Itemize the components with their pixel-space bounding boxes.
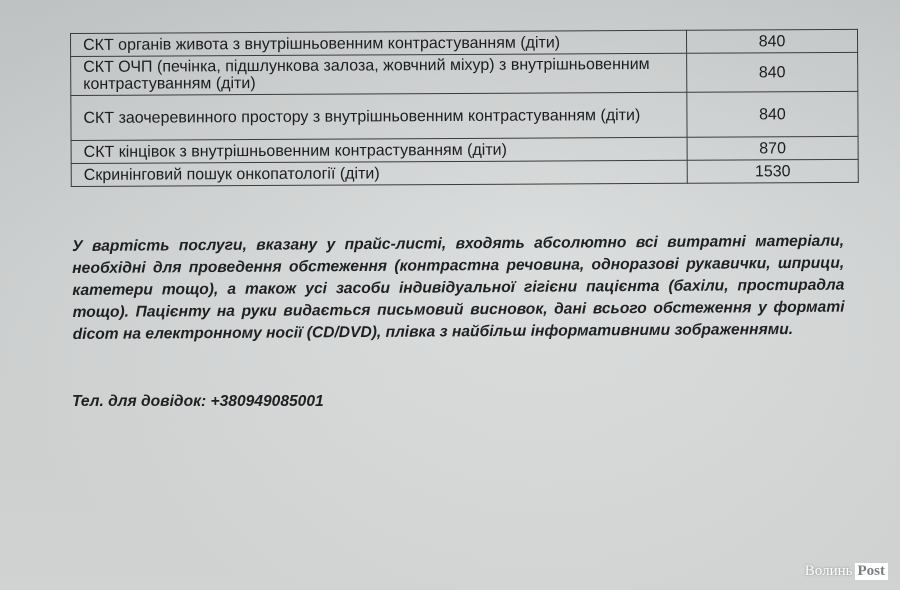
service-price: 840 (687, 91, 858, 137)
table-row (71, 52, 858, 95)
service-name: СКТ ОЧП (печінка, підшлункова залоза, жовчний міхур) з внутрішньовенним контрастуванням (діти) (71, 53, 687, 95)
contact-phone: Тел. для довідок: +380949085001 (72, 393, 324, 410)
table-row (71, 159, 858, 186)
service-name: СКТ заочеревинного простору з внутрішньовенним контрастуванням (діти) (71, 92, 687, 140)
watermark-text: Волинь (804, 563, 853, 579)
service-price: 840 (687, 52, 858, 92)
watermark-logo (805, 563, 888, 580)
service-name: СКТ органів живота з внутрішньовенним контрастуванням (діти) (71, 30, 687, 56)
price-table (70, 29, 859, 187)
watermark-post-badge: Post (855, 563, 889, 580)
service-price: 870 (687, 136, 858, 160)
service-name: СКТ кінцівок з внутрішньовенним контрастуванням (діти) (71, 137, 687, 163)
table-row (71, 91, 858, 140)
service-price: 1530 (687, 159, 858, 183)
service-name: Скринінговий пошук онкопатології (діти) (71, 160, 687, 186)
service-price: 840 (686, 29, 857, 53)
pricing-note: У вартість послуги, вказану у прайс-листі, входять абсолютно всі витратні матеріали, необхідні для проведення обстеження (контрастна речовина, одноразові рукавички, шприци, катетери тощо), а також усі засоби індивідуальної гігієни пацієнта (бахіли, простирадла тощо). Пацієнту на руки видається письмовий висновок, дані всього обстеження у форматі dicom на електронному носії (CD/DVD), плівка з найбільш інформативними зображеннями. (72, 232, 845, 343)
